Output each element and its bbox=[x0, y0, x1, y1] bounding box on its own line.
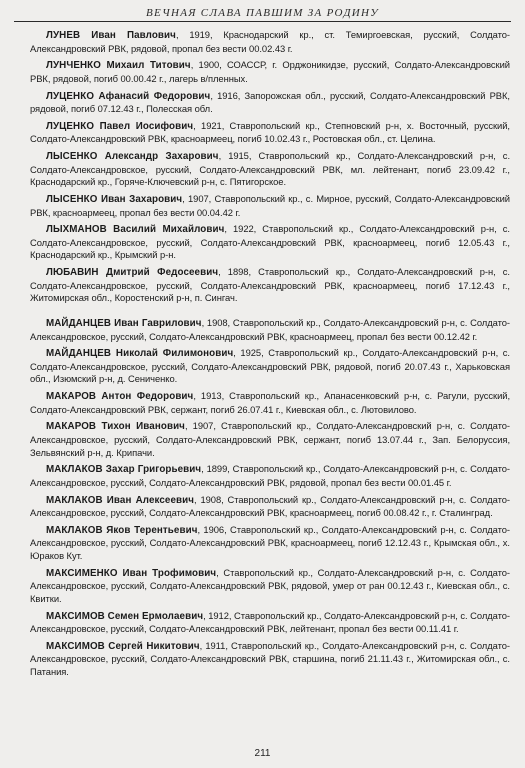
entry-name: ЛУНЕВ Иван Павлович bbox=[46, 30, 176, 41]
entry-details: , 1919, Краснодарский кр., ст. Темиргоевская, русский, Солдато-Александровский РВК, рядовой, пропал без вести 00.02.43 г. bbox=[30, 29, 510, 54]
memorial-entry-list bbox=[30, 29, 510, 683]
entry-details: , 1898, Ставропольский кр., Солдато-Александровский р-н, с. Солдато-Александровское, русский, Солдато-Александровский РВК, красноармеец, погиб 17.12.43 г., Житомирская обл., Коростенский р-н, п. Сингач. bbox=[30, 266, 510, 304]
entry-details: , 1908, Ставропольский кр., Солдато-Александровский р-н, с. Солдато-Александровское, русский, Солдато-Александровский РВК, красноармеец, погиб 00.08.42 г., г. Сталинград. bbox=[30, 493, 510, 519]
memorial-entry bbox=[30, 120, 510, 146]
entry-details: , 1925, Ставропольский кр., Солдато-Александровский р-н, с. Солдато-Александровское, русский, Солдато-Александровский РВК, рядовой, погиб 20.07.43 г., Харьковская обл., Изюмский р-н, д. Сениченко. bbox=[30, 347, 510, 385]
page-footer bbox=[0, 748, 525, 759]
memorial-entry bbox=[30, 390, 510, 416]
entry-details: , 1911, Ставропольский кр., Солдато-Александровский р-н, с. Солдато-Александровское, русский, Солдато-Александровский РВК, старшина, погиб 21.11.43 г., Житомирская обл., с. Патания. bbox=[30, 639, 510, 678]
entry-name: МАКАРОВ Антон Федорович bbox=[46, 391, 194, 403]
page-number: 211 bbox=[254, 748, 271, 759]
running-header bbox=[14, 3, 511, 22]
entry-name: МАКСИМОВ Семен Ермолаевич bbox=[46, 610, 204, 622]
entry-name: ЛЫСЕНКО Александр Захарович bbox=[46, 151, 219, 163]
entry-details: , Ставропольский кр., Солдато-Александровский р-н, с. Солдато-Александровское, русский, Солдато-Александровский РВК, рядовой, умер от ран 00.12.43 г., Киевская обл., с. Квитки. bbox=[30, 566, 510, 604]
entry-details: , 1913, Ставропольский кр., Апанасенковский р-н, с. Рагули, русский, Солдато-Александровский РВК, сержант, погиб 26.07.41 г., Киевская обл., с. Лютовилово. bbox=[30, 390, 511, 415]
memorial-entry bbox=[30, 59, 510, 85]
memorial-entry bbox=[30, 494, 510, 520]
entry-name: МАЙДАНЦЕВ Иван Гаврилович bbox=[46, 317, 202, 329]
entry-details: , 1907, Ставропольский кр., Солдато-Александровский р-н, с. Солдато-Александровское, русский, Солдато-Александровский РВК, сержант, погиб 13.07.44 г., Зап. Белоруссия, Зельвянский р-н, д. Крипачи. bbox=[30, 420, 510, 458]
entry-details: , 1908, Ставропольский кр., Солдато-Александровский р-н, с. Солдато-Александровское, русский, Солдато-Александровский РВК, красноармеец, пропал без вести 00.12.42 г. bbox=[30, 316, 510, 342]
entry-name: МАКЛАКОВ Захар Григорьевич bbox=[46, 464, 202, 476]
entry-details: , 1912, Ставропольский кр., Солдато-Александровский р-н, с. Солдато-Александровское, русский, Солдато-Александровский РВК, лейтенант, пропал без вести 00.11.41 г. bbox=[30, 609, 511, 635]
entry-name: ЛУЦЕНКО Афанасий Федорович bbox=[46, 90, 211, 102]
memorial-entry bbox=[30, 640, 510, 679]
entry-name: ЛУНЧЕНКО Михаил Титович bbox=[46, 60, 191, 72]
entry-details: , 1907, Ставропольский кр., с. Мирное, русский, Солдато-Александровский РВК, красноармеец, пропал без вести 00.04.42 г. bbox=[30, 193, 510, 218]
entry-details: , 1922, Ставропольский кр., Солдато-Александровский р-н, с. Солдато-Александровское, русский, Солдато-Александровский РВК, красноармеец, погиб 12.05.43 г., Краснодарский кр., Крымский р-н. bbox=[30, 223, 510, 261]
memorial-entry bbox=[30, 463, 510, 489]
memorial-entry bbox=[30, 223, 510, 262]
memorial-entry bbox=[30, 420, 510, 459]
entry-name: МАКЛАКОВ Иван Алексеевич bbox=[46, 494, 195, 506]
entry-details: , 1916, Запорожская обл., русский, Солдато-Александровский РВК, рядовой, погиб 07.12.43 г., Полесская обл. bbox=[30, 89, 510, 115]
memorial-entry bbox=[30, 266, 510, 305]
header-title: ВЕЧНАЯ СЛАВА ПАВШИМ ЗА РОДИНУ bbox=[146, 7, 379, 19]
memorial-entry bbox=[30, 317, 510, 343]
entry-name: МАКСИМОВ Сергей Никитович bbox=[46, 640, 200, 652]
entry-details: , 1899, Ставропольский кр., Солдато-Александровский р-н, с. Солдато-Александровское, русский, Солдато-Александровский РВК, рядовой, пропал без вести 00.01.45 г. bbox=[30, 463, 510, 488]
entry-name: ЛЫСЕНКО Иван Захарович bbox=[46, 194, 183, 205]
entry-name: ЛЮБАВИН Дмитрий Федосеевич bbox=[46, 267, 219, 279]
entry-name: МАКСИМЕНКО Иван Трофимович bbox=[46, 567, 217, 579]
entry-name: МАКАРОВ Тихон Иванович bbox=[46, 421, 185, 433]
memorial-entry bbox=[30, 193, 510, 219]
entry-details: , 1906, Ставропольский кр., Солдато-Александровский р-н, с. Солдато-Александровское, русский, Солдато-Александровский РВК, красноармеец, погиб 12.12.43 г., Крымская обл., х. Юраков Кут. bbox=[30, 523, 510, 561]
memorial-entry bbox=[30, 347, 510, 386]
memorial-entry bbox=[30, 90, 510, 116]
entry-details: , 1900, СОАССР, г. Орджоникидзе, русский, Солдато-Александровский РВК, рядовой, погиб 00.00.42 г., лагерь в/пленных. bbox=[30, 59, 510, 84]
entry-name: ЛЫХМАНОВ Василий Михайлович bbox=[46, 224, 225, 236]
memorial-entry bbox=[30, 524, 510, 563]
memorial-entry bbox=[30, 150, 510, 189]
memorial-entry bbox=[30, 610, 510, 636]
memorial-entry bbox=[30, 29, 510, 55]
entry-name: МАЙДАНЦЕВ Николай Филимонович bbox=[46, 348, 234, 360]
entry-details: , 1921, Ставропольский кр., Степновский р-н, х. Восточный, русский, Солдато-Александровский РВК, красноармеец, погиб 10.02.43 г., Ростовская обл., ст. Целина. bbox=[30, 119, 510, 145]
entry-name: МАКЛАКОВ Яков Терентьевич bbox=[46, 524, 198, 536]
entry-name: ЛУЦЕНКО Павел Иосифович bbox=[46, 120, 194, 132]
entry-details: , 1915, Ставропольский кр., Солдато-Александровский р-н, с. Солдато-Александровское, русский, Солдато-Александровский РВК, мл. лейтенант, погиб 23.09.42 г., Краснодарский кр., Горяче-Ключевский р-н, с. Пятигорское. bbox=[30, 150, 510, 188]
memorial-entry bbox=[30, 567, 510, 606]
